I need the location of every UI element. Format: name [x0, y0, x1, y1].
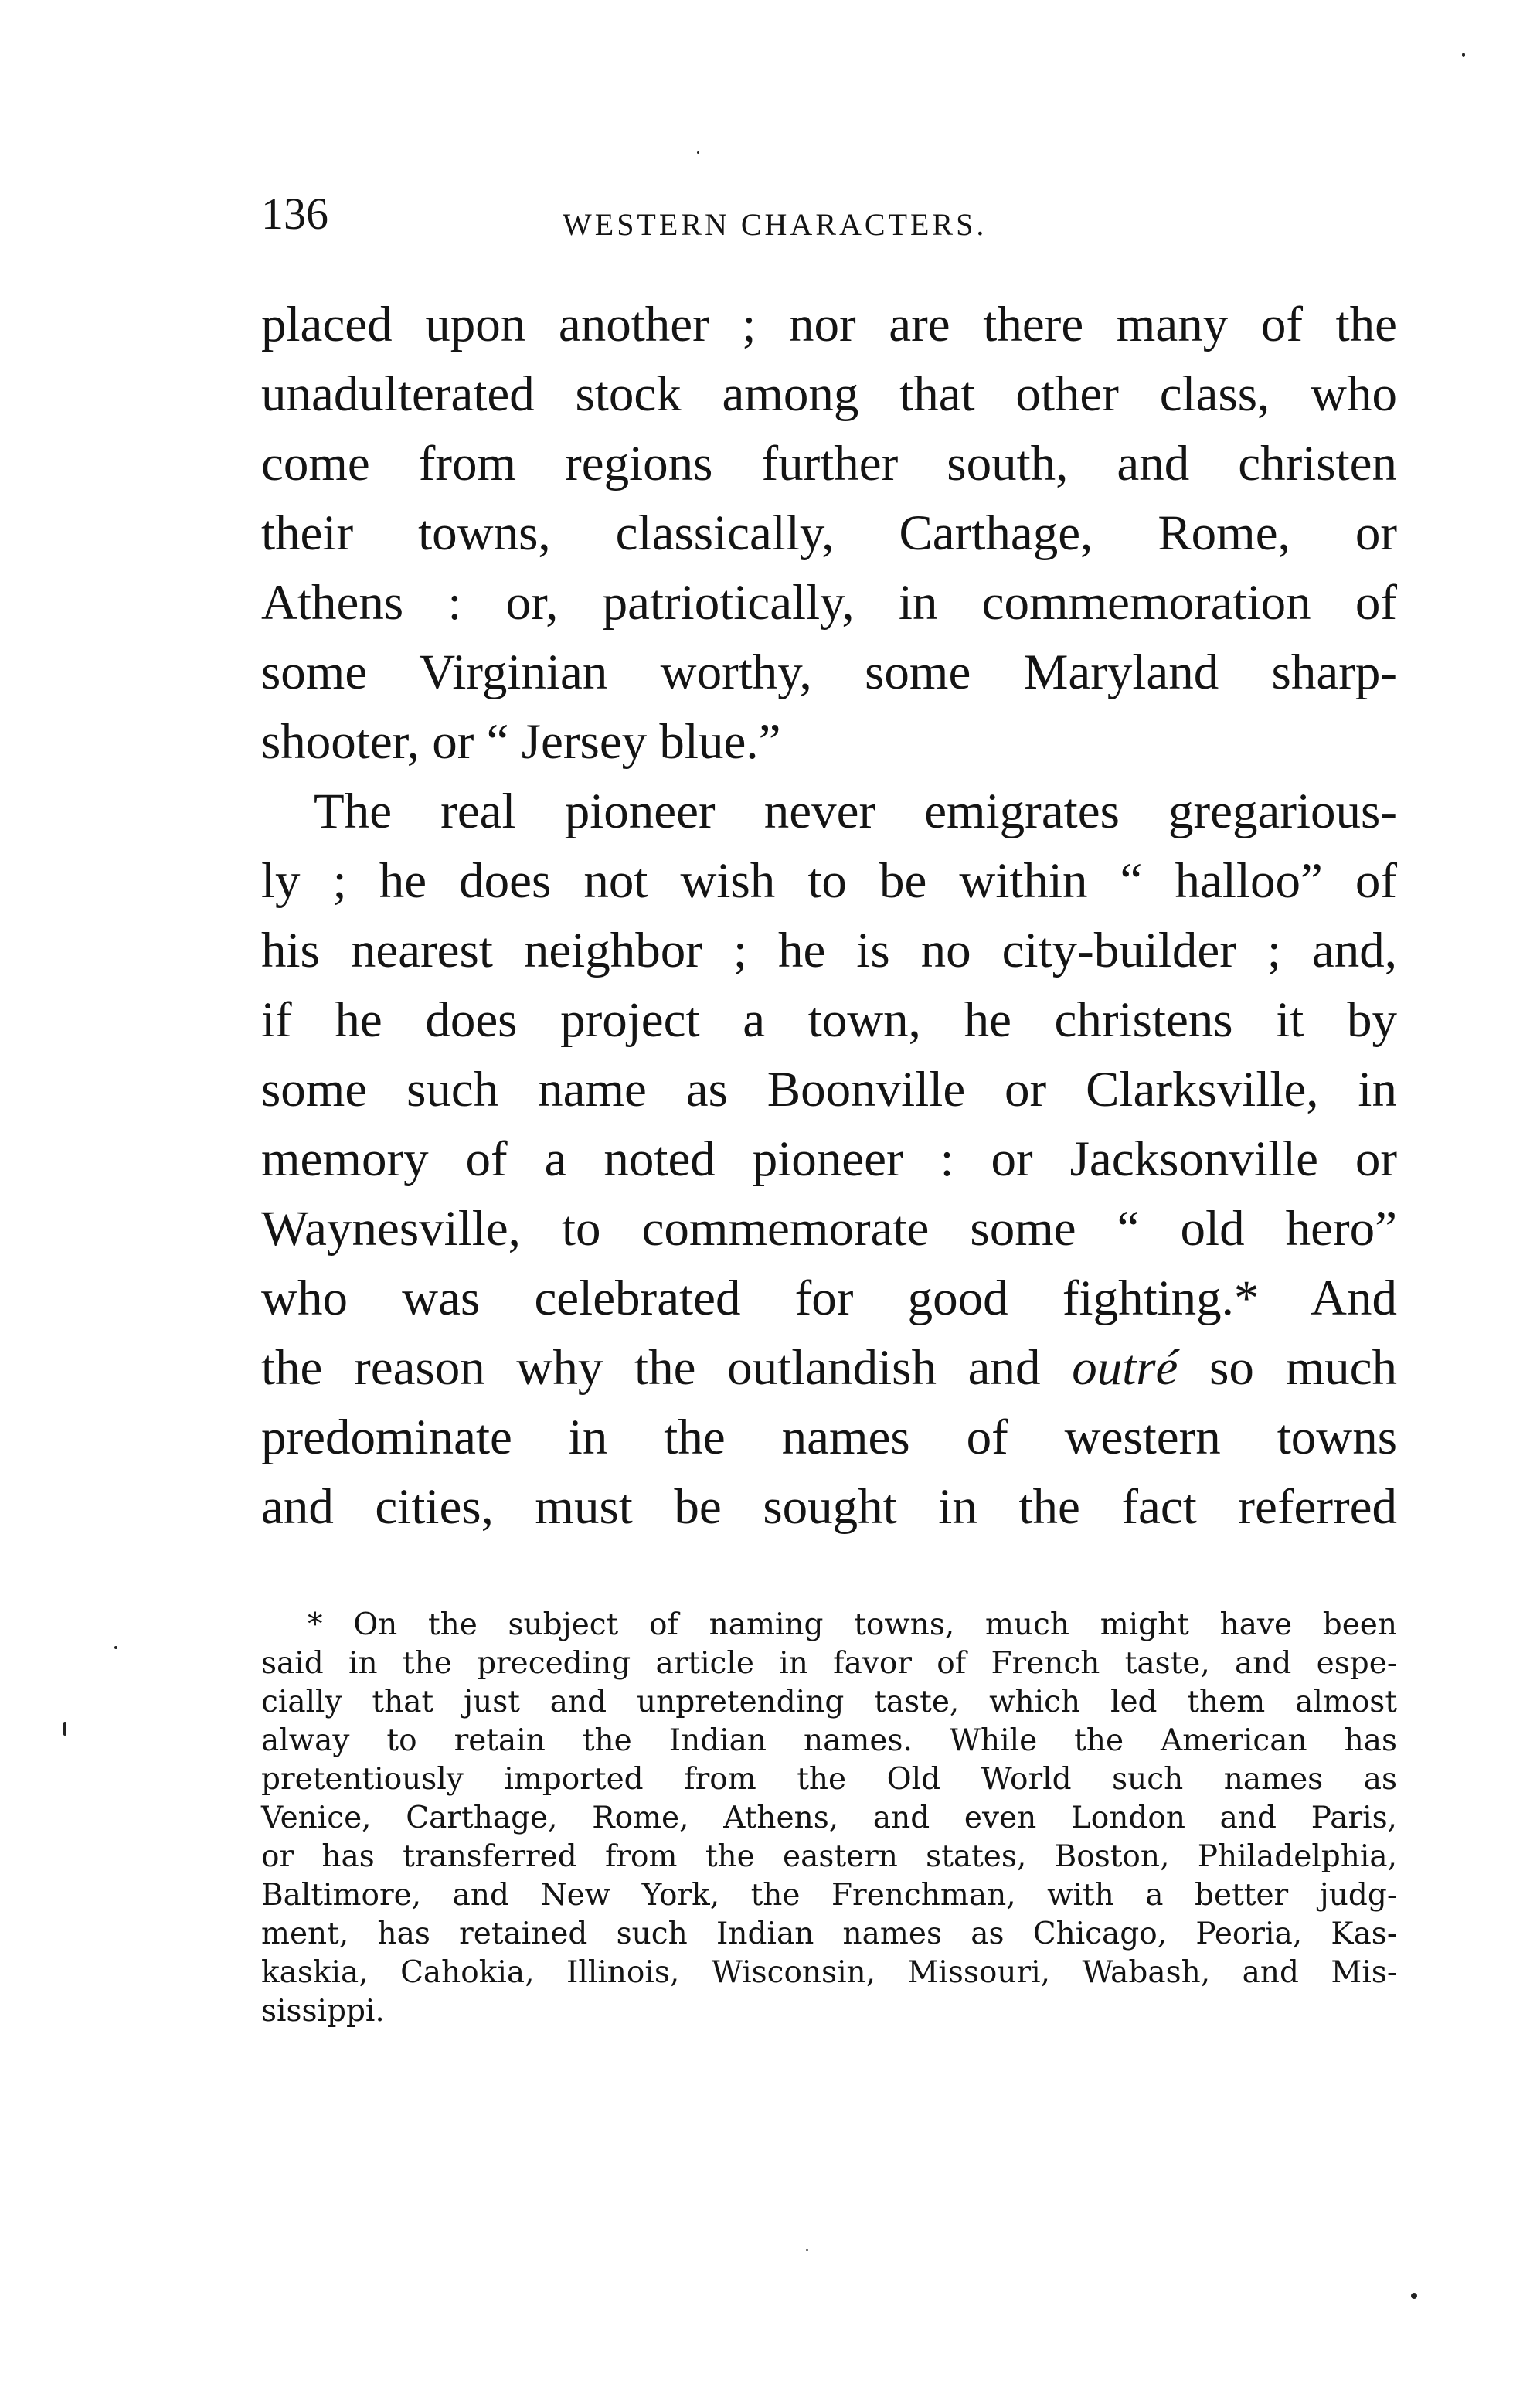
- footnote-line: Baltimore, and New York, the Frenchman, with a better judg-: [261, 1878, 1397, 1913]
- italic-word: outré: [1072, 1340, 1178, 1396]
- text-line: their towns, classically, Carthage, Rome, or: [261, 505, 1397, 561]
- text-line: who was celebrated for good fighting.* And: [261, 1270, 1397, 1326]
- footnote-line: kaskia, Cahokia, Illinois, Wisconsin, Missouri, Wabash, and Mis-: [261, 1955, 1397, 1990]
- footnote-line: sissippi.: [261, 1994, 385, 2029]
- scan-speck: [114, 1646, 117, 1649]
- running-title: WESTERN CHARACTERS.: [563, 207, 988, 242]
- page-header: [261, 179, 1397, 249]
- footnote-line: said in the preceding article in favor of French taste, and espe-: [261, 1646, 1397, 1681]
- text-line: come from regions further south, and christen: [261, 436, 1397, 491]
- scan-speck: [63, 1722, 66, 1736]
- footnote-line: pretentiously imported from the Old World such names as: [261, 1762, 1397, 1797]
- paragraph-start-line: The real pioneer never emigrates gregarious-: [314, 784, 1397, 839]
- body-text: [261, 290, 1397, 1542]
- footnote: [261, 1606, 1397, 2031]
- line-segment: the reason why the outlandish and: [261, 1340, 1073, 1396]
- text-line: unadulterated stock among that other class, who: [261, 366, 1397, 422]
- text-line: and cities, must be sought in the fact referred: [261, 1479, 1397, 1535]
- scan-speck: [1411, 2293, 1417, 2299]
- text-line: his nearest neighbor ; he is no city-builder ; and,: [261, 923, 1397, 978]
- footnote-line: cially that just and unpretending taste, which led them almost: [261, 1685, 1397, 1719]
- footnote-line: alway to retain the Indian names. While the American has: [261, 1723, 1397, 1758]
- footnote-line: ment, has retained such Indian names as Chicago, Peoria, Kas-: [261, 1917, 1397, 1951]
- text-line: if he does project a town, he christens it by: [261, 992, 1397, 1048]
- text-line: some such name as Boonville or Clarksville, in: [261, 1062, 1397, 1117]
- text-line: Waynesville, to commemorate some “ old hero”: [261, 1201, 1397, 1257]
- text-line: placed upon another ; nor are there many of the: [261, 297, 1397, 352]
- text-line: Athens : or, patriotically, in commemoration of: [261, 575, 1397, 631]
- scan-speck: [697, 151, 699, 154]
- page-number: 136: [261, 189, 328, 239]
- text-line: predominate in the names of western towns: [261, 1410, 1397, 1465]
- footnote-line: Venice, Carthage, Rome, Athens, and even London and Paris,: [261, 1801, 1397, 1835]
- footnote-line: * On the subject of naming towns, much might have been: [308, 1607, 1397, 1642]
- scan-speck: [806, 2249, 808, 2251]
- text-line: memory of a noted pioneer : or Jacksonville or: [261, 1131, 1397, 1187]
- text-line: [261, 1333, 1397, 1403]
- scan-speck: [1462, 53, 1465, 57]
- text-line: ly ; he does not wish to be within “ halloo” of: [261, 853, 1397, 909]
- text-line: shooter, or “ Jersey blue.”: [261, 714, 781, 770]
- line-segment: so much: [1178, 1340, 1397, 1396]
- footnote-line: or has transferred from the eastern states, Boston, Philadelphia,: [261, 1839, 1397, 1874]
- text-line: some Virginian worthy, some Maryland sharp-: [261, 645, 1397, 700]
